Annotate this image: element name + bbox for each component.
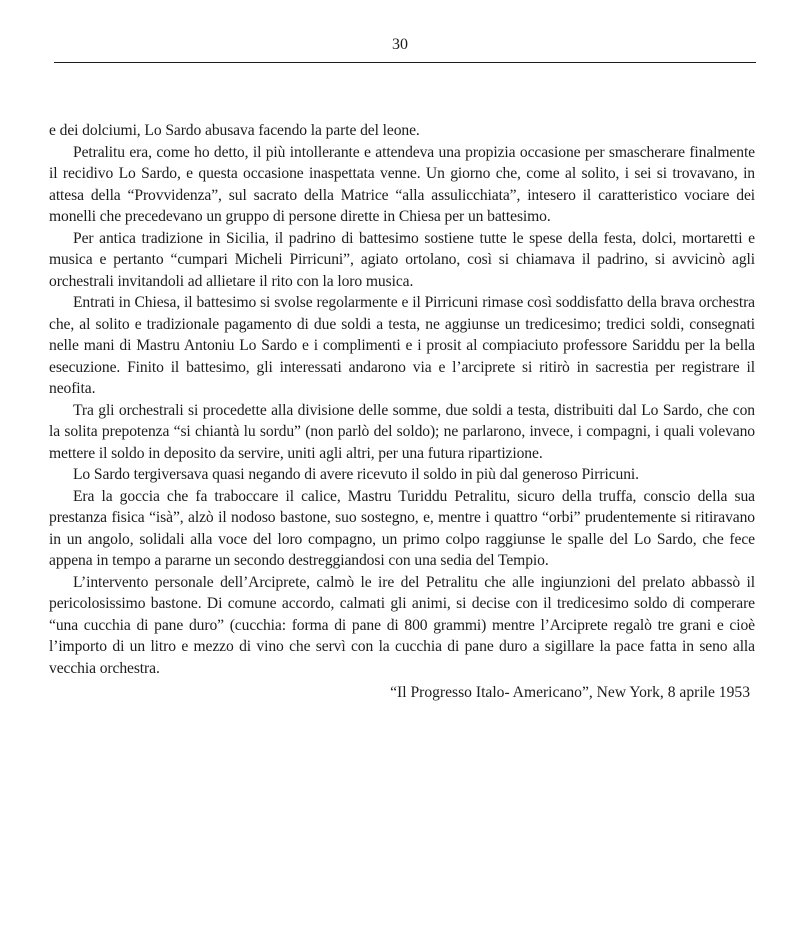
- paragraph: Era la goccia che fa traboccare il calice, Mastru Turiddu Petralitu, sicuro della truffa, conscio della sua prestanza fisica “isà”, alzò il nodoso bastone, suo sostegno, e, mentre i quattro “orbi” prudentemente si ritiravano in un angolo, solidali alla voce del loro compagno, un primo colpo raggiunse le spalle del Lo Sardo, che fece appena in tempo a pararne un secondo destreggiandosi con una sedia del Tempio.: [49, 487, 755, 569]
- paragraph: Tra gli orchestrali si procedette alla divisione delle somme, due soldi a testa, distribuiti dal Lo Sardo, che con la solita prepotenza “si chiantà lu sordu” (non parlò del soldo); ne parlarono, invece, i compagni, i quali volevano mettere il soldo in deposito da servire, uniti agli altri, per una futura ripartizione.: [49, 401, 755, 462]
- paragraph: Entrati in Chiesa, il battesimo si svolse regolarmente e il Pirricuni rimase così soddisfatto della brava orchestra che, al solito e tradizionale pagamento di due soldi a testa, ne aggiunse un tredicesimo; tredici soldi, consegnati nelle mani di Mastru Antoniu Lo Sardo e i complimenti e i prosit al compiaciuto professore Sariddu per la bella esecuzione. Finito il battesimo, gli interessati andarono via e l’arciprete si ritirò in sacrestia per registrare il neofita.: [49, 294, 755, 397]
- paragraph: Petralitu era, come ho detto, il più intollerante e attendeva una propizia occasione per smascherare finalmente il recidivo Lo Sardo, e questa occasione inaspettata venne. Un giorno che, come al solito, i sei si trovavano, in attesa della “Provvidenza”, sul sacrato della Matrice “alla assulicchiata”, intesero il caratteristico vociare dei monelli che precedevano un gruppo di persone dirette in Chiesa per un battesimo.: [49, 143, 755, 225]
- paragraph: L’intervento personale dell’Arciprete, calmò le ire del Petralitu che alle ingiunzioni del prelato abbassò il pericolosissimo bastone. Di comune accordo, calmati gli animi, si decise con il tredicesimo soldo di comperare “una cucchia di pane duro” (cucchia: forma di pane di 800 grammi) mentre l’Arciprete regalò tre grani e cioè l’importo di un litro e mezzo di vino che servì con la cucchia di pane duro a sigillare la pace fatta in seno alla vecchia orchestra.: [49, 573, 755, 677]
- paragraph: Per antica tradizione in Sicilia, il padrino di battesimo sostiene tutte le spese della festa, dolci, mortaretti e musica e pertanto “cumpari Micheli Pirricuni”, agiato ortolano, così si chiamava il padrino, si avvicinò agli orchestrali invitandoli ad allietare il rito con la loro musica.: [49, 229, 755, 290]
- paragraph: e dei dolciumi, Lo Sardo abusava facendo la parte del leone.: [49, 122, 420, 139]
- header-rule: [54, 62, 756, 63]
- page-number: 30: [392, 36, 408, 53]
- paragraph: Lo Sardo tergiversava quasi negando di avere ricevuto il soldo in più dal generoso Pirricuni.: [73, 466, 639, 483]
- source-citation: “Il Progresso Italo- Americano”, New York, 8 aprile 1953: [390, 684, 750, 701]
- body-text: [49, 120, 755, 679]
